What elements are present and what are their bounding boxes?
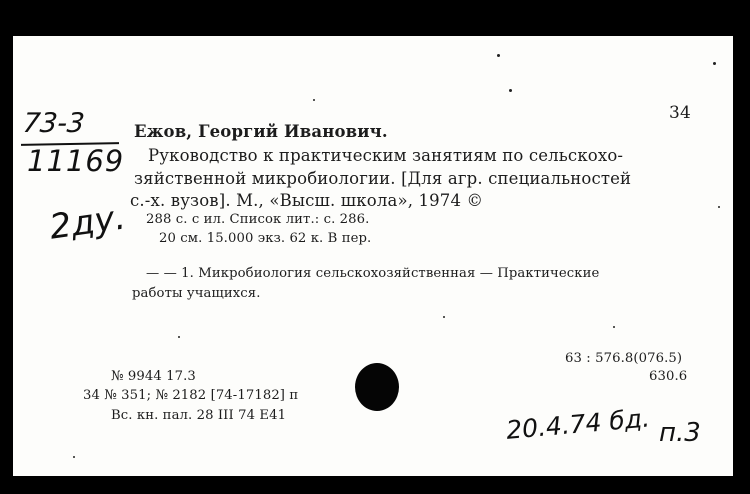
footer-line-1: № 9944 17.3 bbox=[111, 369, 196, 384]
classification-code-2: 630.6 bbox=[649, 369, 688, 384]
scan-speck bbox=[313, 99, 315, 101]
handwritten-date: 20.4.74 бд. bbox=[505, 403, 652, 445]
handwritten-margin-note: 2ду. bbox=[47, 197, 128, 248]
scan-speck bbox=[73, 456, 75, 458]
scan-speck bbox=[718, 206, 720, 208]
scan-speck bbox=[497, 54, 500, 57]
title-line-1: Руководство к практическим занятиям по сельскохо- bbox=[148, 146, 624, 165]
punch-hole bbox=[355, 363, 399, 411]
scan-speck bbox=[178, 336, 180, 338]
page-number: 34 bbox=[669, 103, 691, 123]
physical-description-1: 288 с. с ил. Список лит.: с. 286. bbox=[146, 212, 370, 227]
catalog-card bbox=[13, 36, 733, 476]
call-number-top: 73-3 bbox=[21, 108, 86, 139]
physical-description-2: 20 см. 15.000 экз. 62 к. В пер. bbox=[159, 231, 372, 246]
classification-code: 63 : 576.8(076.5) bbox=[565, 351, 683, 366]
footer-line-3: Вс. кн. пал. 28 III 74 Е41 bbox=[111, 408, 287, 423]
scan-speck bbox=[443, 316, 445, 318]
title-line-2: зяйственной микробиологии. [Для агр. специальностей bbox=[134, 169, 632, 188]
title-line-3: с.-х. вузов]. М., «Высш. школа», 1974 © bbox=[130, 191, 484, 210]
handwritten-initials: п.3 bbox=[659, 418, 701, 448]
scan-speck bbox=[509, 89, 512, 92]
call-number-bottom: 11169 bbox=[27, 144, 125, 178]
scan-speck bbox=[613, 326, 615, 328]
author-heading: Ежов, Георгий Иванович. bbox=[134, 122, 388, 141]
scan-speck bbox=[713, 62, 716, 65]
subject-tracing-1: — — 1. Микробиология сельскохозяйственная — Практические bbox=[146, 266, 600, 281]
footer-line-2: 34 № 351; № 2182 [74-17182] п bbox=[83, 388, 299, 403]
subject-tracing-2: работы учащихся. bbox=[132, 286, 261, 301]
